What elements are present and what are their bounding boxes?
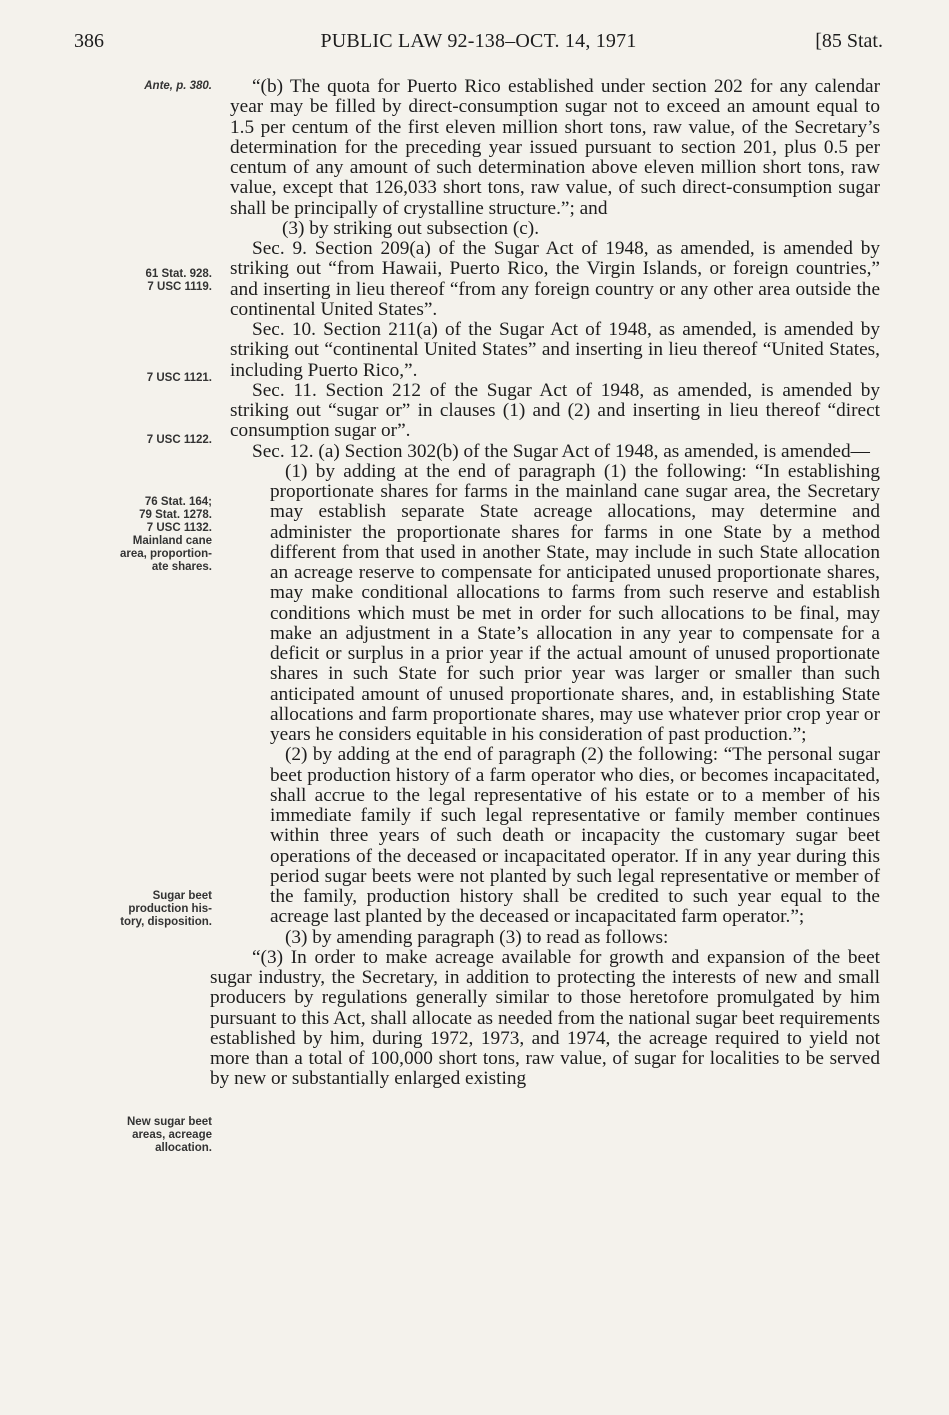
margin-note-sec11: 7 USC 1122. [146,434,212,446]
page-header [74,30,883,56]
margin-note-sec10: 7 USC 1121. [146,372,212,384]
margin-note-mainland-cane: Mainland cane area, proportion- ate shares. [119,535,212,573]
running-title: PUBLIC LAW 92-138–OCT. 14, 1971 [320,30,637,52]
item-2-sugar-beet-history: (2) by adding at the end of paragraph (2) the following: “The personal sugar beet production history of a farm operator who dies, or becomes incapacitated, shall accrue to the legal representative of his estate or to a member of his immediate family if such legal representative or family member continues within three years of such death or incapacity the customary sugar beet operations of the deceased or incapacitated operator. If in any year during this period sugar beets were not planted by such legal representative or member of the family, production history shall be credited to such year equal to the acreage last planted by the deceased or incapacitated farm operator.”; [270,744,880,928]
paragraph-3-new-areas: “(3) In order to make acreage available for growth and expansion of the beet sugar industry, the Secretary, in addition to protecting the interests of new and small producers by regulations generally similar to those heretofore promulgated by him pursuant to this Act, shall allocate as needed from the national sugar beet requirements established by him, during 1972, 1973, and 1974, the acreage required to yield not more than a total of 100,000 short tons, raw value, of sugar for localities to be served by new or substantially enlarged existing [210,946,880,1090]
item-3-strike-subsection: (3) by striking out subsection (c). [282,217,540,239]
item-1-mainland-cane: (1) by adding at the end of paragraph (1) the following: “In establishing proportionate shares for farms in the mainland cane sugar area, the Secretary may establish separate State acreage allocations, may determine and administer the proportionate shares for farms in one State by a method different from that used in another State, may include in such State allocation an acreage reserve to compensate for anticipated unused proportionate shares, may make conditional allocations to farms from such reserve and establish conditions which must be met in order for such allocations to be final, may make an adjustment in a State’s allocation in any year to compensate for a deficit or surplus in a prior year if the actual amount of unused proportionate shares in such State for such prior year was larger or smaller than such anticipated amount of unused proportionate shares, and, in establishing State allocations and farm proportionate shares, may use whatever prior crop year or years he considers equitable in his consideration of past production.”; [270,460,880,745]
section-11: Sec. 11. Section 212 of the Sugar Act of 1948, as amended, is amended by striking out “sugar or” in clauses (1) and (2) and inserting in lieu thereof “direct consumption sugar or”. [230,379,880,442]
margin-note-ante: Ante, p. 380. [144,80,212,92]
section-12: Sec. 12. (a) Section 302(b) of the Sugar Act of 1948, as amended, is amended— [252,440,870,462]
page-number: 386 [74,30,104,52]
margin-note-sec12: 76 Stat. 164; 79 Stat. 1278. 7 USC 1132. [139,496,212,534]
statute-text [210,76,880,1090]
statute-volume: [85 Stat. [815,30,883,52]
margin-note-sec9: 61 Stat. 928. 7 USC 1119. [145,268,212,293]
section-9: Sec. 9. Section 209(a) of the Sugar Act of 1948, as amended, is amended by striking out “from Hawaii, Puerto Rico, the Virgin Islands, or foreign countries,” and inserting in lieu thereof “from any foreign country or any other area outside the continental United States”. [230,238,880,320]
item-3-amend-paragraph: (3) by amending paragraph (3) to read as follows: [285,926,669,948]
margin-note-new-sugar-beet-areas: New sugar beet areas, acreage allocation. [127,1116,212,1154]
paragraph-b-puerto-rico-quota: “(b) The quota for Puerto Rico established under section 202 for any calendar year may be filled by direct-consumption sugar not to exceed an amount equal to 1.5 per centum of the first eleven million short tons, raw value, of the Secretary’s determination for the preceding year issued pursuant to section 201, plus 0.5 per centum of any amount of such determination above eleven million short tons, raw value, except that 126,033 short tons, raw value, of such direct-consumption sugar shall be principally of crystalline structure.”; and [230,76,880,219]
section-10: Sec. 10. Section 211(a) of the Sugar Act of 1948, as amended, is amended by striking out “continental United States” and inserting in lieu thereof “United States, including Puerto Rico,”. [230,319,880,381]
margin-note-sugar-beet-history: Sugar beet production his- tory, disposition. [120,890,212,928]
